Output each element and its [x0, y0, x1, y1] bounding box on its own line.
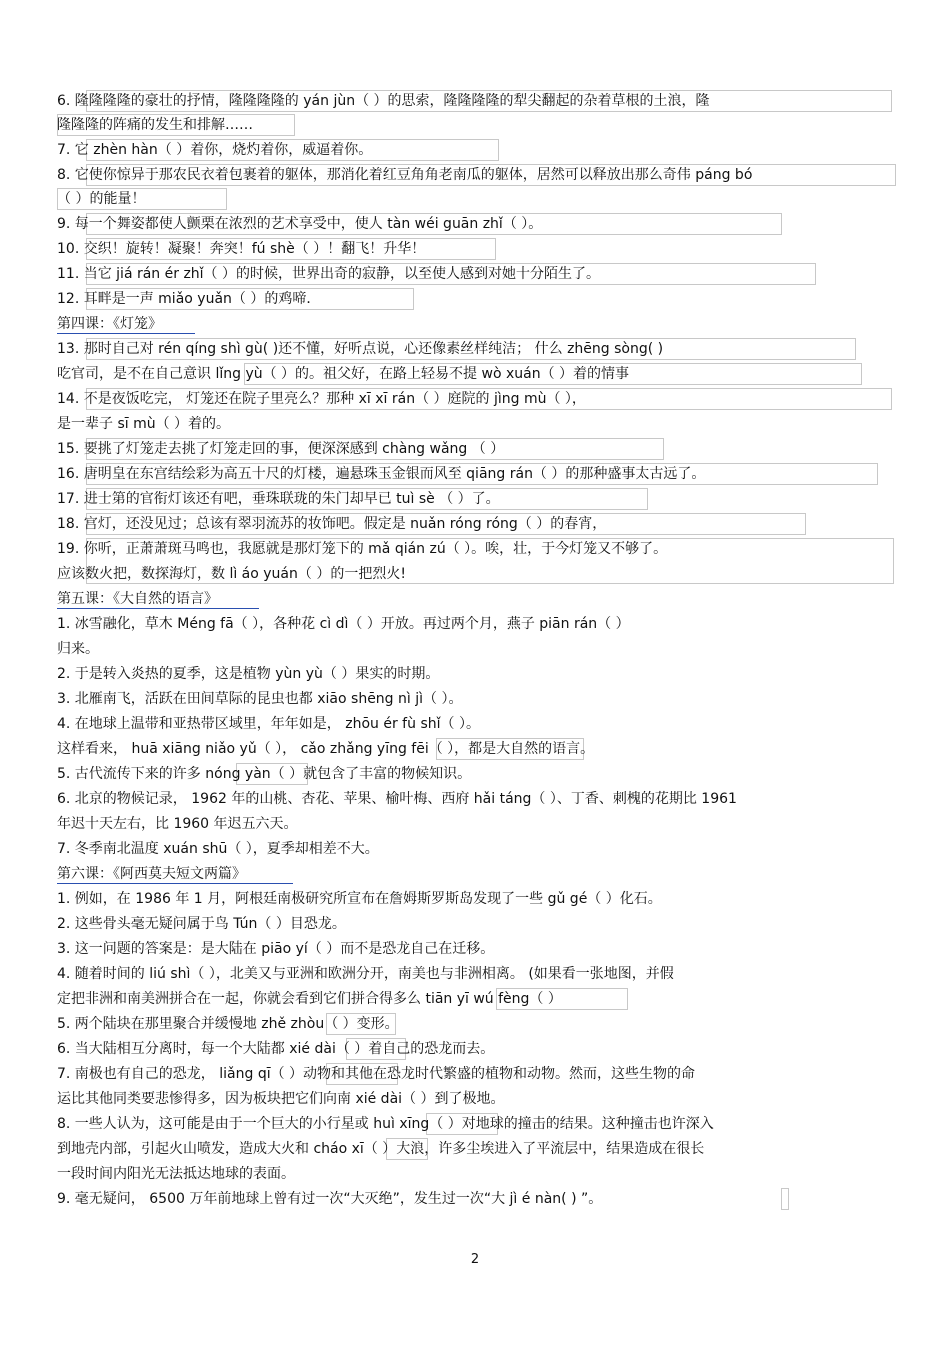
exercise-line: 8. 它使你惊异于那农民衣着包裹着的躯体，那消化着红豆角角老南瓜的躯体，居然可以释放出那么奇伟 páng bó — [57, 167, 753, 183]
exercise-line: 7. 南极也有自己的恐龙， liǎng qī（ ）动物和其他在恐龙时代繁盛的植物和动物。然而，这些生物的命 — [57, 1066, 696, 1082]
section-heading: 第五课：《大自然的语言》 — [57, 590, 259, 609]
exercise-line: 定把非洲和南美洲拼合在一起，你就会看到它们拼合得多么 tiān yī wú fèng（ ） — [57, 991, 562, 1007]
exercise-line: 8. 一些人认为，这可能是由于一个巨大的小行星或 huì xīng（ ）对地球的撞击的结果。这种撞击也许深入 — [57, 1116, 714, 1132]
exercise-line: 归来。 — [57, 641, 99, 657]
page-number: 2 — [470, 1252, 480, 1267]
exercise-line: 到地壳内部，引起火山喷发，造成大火和 cháo xī（ ）大浪，许多尘埃进入了平流层中，结果造成在很长 — [57, 1141, 705, 1157]
exercise-line: 7. 冬季南北温度 xuán shū（ ），夏季却相差不大。 — [57, 841, 379, 857]
exercise-line: 2. 这些骨头毫无疑问属于鸟 Tún（ ）目恐龙。 — [57, 916, 346, 932]
exercise-line: 运比其他同类要悲惨得多，因为板块把它们向南 xié dài（ ）到了极地。 — [57, 1091, 505, 1107]
exercise-line: 3. 这一问题的答案是：是大陆在 piāo yí（ ）而不是恐龙自己在迁移。 — [57, 941, 495, 957]
exercise-line: 年迟十天左右，比 1960 年迟五六天。 — [57, 816, 298, 832]
exercise-line: 应该数火把，数探海灯，数 lì áo yuán（ ）的一把烈火! — [57, 566, 406, 582]
exercise-line: 2. 于是转入炎热的夏季，这是植物 yùn yù（ ）果实的时期。 — [57, 666, 440, 682]
exercise-line: 18. 宫灯，还没见过；总该有翠羽流苏的妆饰吧。假定是 nuǎn róng róng（ ）的春宵， — [57, 516, 607, 532]
exercise-line: 12. 耳畔是一声 miǎo yuǎn（ ）的鸡啼． — [57, 291, 321, 307]
exercise-line: 4. 在地球上温带和亚热带区域里，年年如是， zhōu ér fù shǐ（ ）。 — [57, 716, 480, 732]
exercise-line: 6. 北京的物候记录， 1962 年的山桃、杏花、苹果、榆叶梅、西府 hǎi táng（ ）、丁香、刺槐的花期比 1961 — [57, 791, 737, 807]
exercise-line: 一段时间内阳光无法抵达地球的表面。 — [57, 1166, 295, 1182]
exercise-line: 10. 交织！旋转！凝聚！奔突！fú shè（ ）！翻飞！升华！ — [57, 241, 426, 257]
exercise-line: 1. 例如，在 1986 年 1 月，阿根廷南极研究所宣布在詹姆斯罗斯岛发现了一些 gǔ gé（ ）化石。 — [57, 891, 662, 907]
exercise-line: 9. 毫无疑问， 6500 万年前地球上曾有过一次“大灭绝”，发生过一次“大 jì é nàn( ) ”。 — [57, 1191, 603, 1207]
exercise-line: 9. 每一个舞姿都使人颤栗在浓烈的艺术享受中，使人 tàn wéi guān zhǐ（ ）。 — [57, 216, 543, 232]
exercise-line: 6. 隆隆隆隆的豪壮的抒情，隆隆隆隆的 yán jùn（ ）的思索，隆隆隆隆的犁尖翻起的杂着草根的土浪，隆 — [57, 93, 710, 109]
exercise-line: 16. 唐明皇在东宫结绘彩为高五十尺的灯楼，遍悬珠玉金银而风至 qiāng rán（ ）的那种盛事太古远了。 — [57, 466, 706, 482]
exercise-line: 13. 那时自己对 rén qíng shì gù( )还不懂，好听点说，心还像素丝样纯洁； 什么 zhēng sòng( ) — [57, 341, 664, 357]
exercise-line: 19. 你听，正萧萧斑马鸣也，我愿就是那灯笼下的 mǎ qián zú（ ）。唉，壮，于今灯笼又不够了。 — [57, 541, 668, 557]
section-heading: 第六课：《阿西莫夫短文两篇》 — [57, 865, 293, 884]
exercise-line: 5. 古代流传下来的许多 nóng yàn（ ）就包含了丰富的物候知识。 — [57, 766, 472, 782]
exercise-line: 5. 两个陆块在那里聚合并缓慢地 zhě zhòu（ ）变形。 — [57, 1016, 399, 1032]
exercise-line: 15. 要挑了灯笼走去挑了灯笼走回的事，便深深感到 chàng wǎng （ ） — [57, 441, 505, 457]
exercise-line: 6. 当大陆相互分离时，每一个大陆都 xié dài（ ）着自己的恐龙而去。 — [57, 1041, 495, 1057]
exercise-line: 这样看来， huā xiāng niǎo yǔ（ ）， cǎo zhǎng yīng fēi（ ），都是大自然的语言。 — [57, 741, 595, 757]
exercise-line: 11. 当它 jiá rán ér zhǐ（ ）的时候，世界出奇的寂静，以至使人感到对她十分陌生了。 — [57, 266, 601, 282]
exercise-line: 14. 不是夜饭吃完， 灯笼还在院子里亮么？那种 xī xī rán（ ）庭院的 jìng mù（ ）， — [57, 391, 586, 407]
exercise-line: 3. 北雁南飞，活跃在田间草际的昆虫也都 xiāo shēng nì jì（ ）。 — [57, 691, 463, 707]
exercise-line: 是一辈子 sī mù（ ）着的。 — [57, 416, 231, 432]
exercise-line: 17. 进士第的官衔灯该还有吧，垂珠联珑的朱门却早已 tuì sè （ ）了。 — [57, 491, 500, 507]
exercise-line: 隆隆隆的阵痛的发生和排解…… — [57, 117, 253, 133]
exercise-line: 7. 它 zhèn hàn（ ）着你，烧灼着你，威逼着你。 — [57, 142, 373, 158]
exercise-line: （ ）的能量！ — [57, 191, 146, 207]
section-heading: 第四课：《灯笼》 — [57, 315, 195, 334]
exercise-line: 1. 冰雪融化，草木 Méng fā（ ），各种花 cì dì（ ）开放。再过两个月，燕子 piān rán（ ） — [57, 616, 630, 632]
exercise-line: 吃官司，是不在自己意识 lǐng yù（ ）的。祖父好，在路上轻易不提 wò xuán（ ）着的情事 — [57, 366, 630, 382]
exercise-line: 4. 随着时间的 liú shì（ ），北美又与亚洲和欧洲分开，南美也与非洲相离。 (如果看一张地图，并假 — [57, 966, 674, 982]
